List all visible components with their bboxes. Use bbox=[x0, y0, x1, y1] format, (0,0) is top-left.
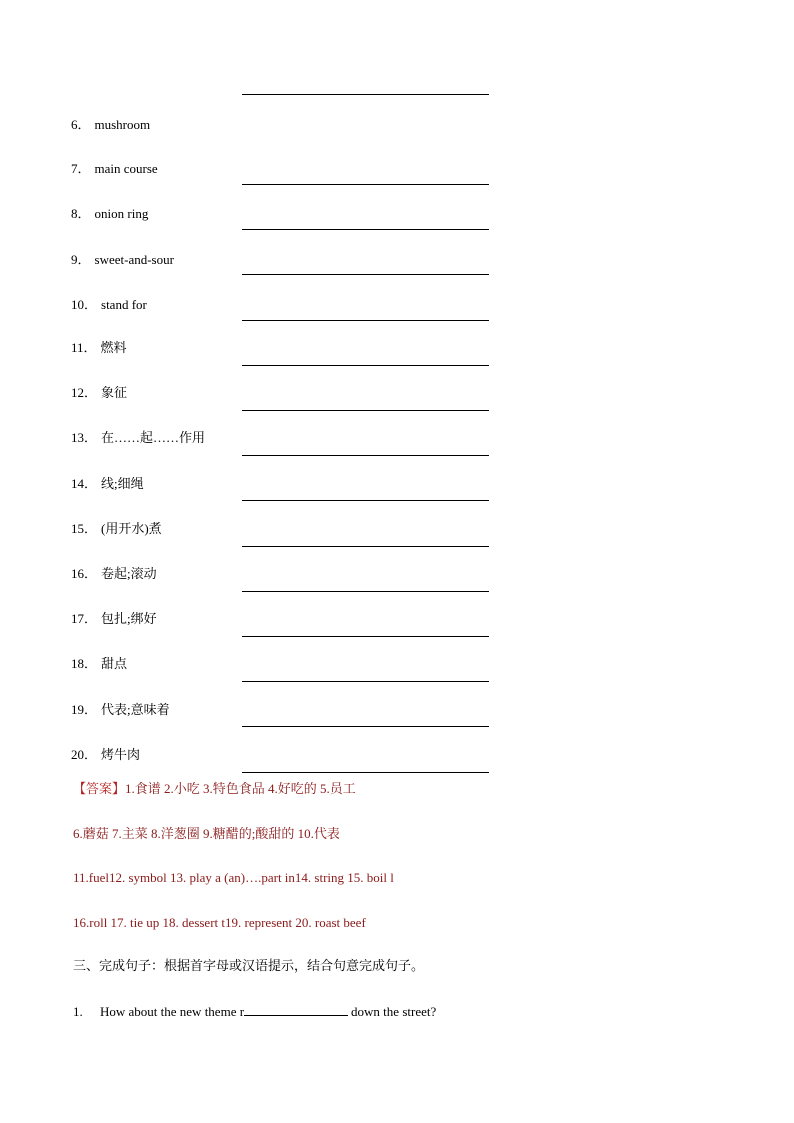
vocab-item bbox=[71, 161, 158, 177]
answer-text: 1.食谱 2.小吃 3.特色食品 4.好吃的 5.员工 bbox=[125, 781, 356, 796]
answer-line bbox=[242, 410, 489, 411]
sentence-question bbox=[73, 1003, 436, 1020]
item-number: 14． bbox=[71, 476, 98, 491]
answer-line bbox=[242, 320, 489, 321]
answer-tag: 【答案】 bbox=[73, 781, 126, 796]
vocab-item bbox=[71, 340, 127, 356]
item-term: 线;细绳 bbox=[101, 476, 144, 491]
item-term: mushroom bbox=[94, 117, 151, 132]
item-term: 燃料 bbox=[100, 340, 127, 355]
item-term: 烤牛肉 bbox=[101, 747, 141, 762]
vocab-item bbox=[71, 476, 144, 492]
answer-line bbox=[242, 455, 489, 456]
item-number: 18． bbox=[71, 656, 98, 671]
answer-line bbox=[242, 274, 489, 275]
answer-key-line bbox=[73, 781, 356, 797]
answer-key-line bbox=[73, 915, 366, 931]
answer-line bbox=[242, 636, 489, 637]
vocab-item bbox=[71, 566, 157, 582]
question-text-before: How about the new theme r bbox=[100, 1004, 245, 1019]
answer-line bbox=[242, 229, 489, 230]
item-number: 16． bbox=[71, 566, 98, 581]
vocab-item bbox=[71, 747, 140, 763]
answer-text: 16.roll 17. tie up 18. dessert t19. represent 20. roast beef bbox=[73, 915, 366, 930]
item-number: 17． bbox=[71, 611, 98, 626]
section-title: 三、完成句子：根据首字母或汉语提示，结合句意完成句子。 bbox=[73, 958, 425, 973]
vocab-item bbox=[71, 521, 162, 537]
vocab-item bbox=[71, 702, 170, 718]
answer-line bbox=[242, 94, 489, 95]
item-term: stand for bbox=[101, 297, 147, 312]
question-text-after: down the street? bbox=[351, 1004, 437, 1019]
item-number: 6． bbox=[71, 117, 91, 132]
fill-in-blank[interactable] bbox=[244, 1003, 348, 1016]
answer-line bbox=[242, 772, 489, 773]
item-number: 19． bbox=[71, 702, 98, 717]
item-term: (用开水)煮 bbox=[101, 521, 162, 536]
item-number: 10． bbox=[71, 297, 98, 312]
item-number: 15． bbox=[71, 521, 98, 536]
item-number: 12． bbox=[71, 385, 98, 400]
item-term: 包扎;绑好 bbox=[101, 611, 157, 626]
item-number: 20． bbox=[71, 747, 98, 762]
item-number: 9． bbox=[71, 252, 91, 267]
item-number: 7． bbox=[71, 161, 91, 176]
vocab-item bbox=[71, 430, 205, 446]
item-term: onion ring bbox=[94, 206, 149, 221]
answer-text: 6.蘑菇 7.主菜 8.洋葱圈 9.糖醋的;酸甜的 10.代表 bbox=[73, 826, 340, 841]
item-number: 13． bbox=[71, 430, 98, 445]
vocab-item bbox=[71, 206, 148, 222]
vocab-item bbox=[71, 656, 127, 672]
answer-key-line bbox=[73, 826, 340, 842]
item-term: sweet-and-sour bbox=[94, 252, 174, 267]
answer-line bbox=[242, 365, 489, 366]
item-term: 甜点 bbox=[101, 656, 128, 671]
answer-text: 11.fuel12. symbol 13. play a (an)….part in14. string 15. boil l bbox=[73, 870, 394, 885]
vocab-item bbox=[71, 385, 127, 401]
question-number: 1. bbox=[73, 1004, 83, 1019]
answer-line bbox=[242, 726, 489, 727]
vocab-item bbox=[71, 117, 150, 133]
answer-key-line bbox=[73, 870, 394, 886]
answer-line bbox=[242, 500, 489, 501]
vocab-item bbox=[71, 252, 174, 268]
vocab-item bbox=[71, 611, 157, 627]
item-number: 8． bbox=[71, 206, 91, 221]
item-term: 卷起;滚动 bbox=[101, 566, 157, 581]
answer-line bbox=[242, 681, 489, 682]
answer-line bbox=[242, 184, 489, 185]
item-term: 在……起……作用 bbox=[101, 430, 206, 445]
item-number: 11． bbox=[71, 340, 97, 355]
item-term: 象征 bbox=[101, 385, 128, 400]
answer-line bbox=[242, 591, 489, 592]
answer-line bbox=[242, 546, 489, 547]
item-term: main course bbox=[94, 161, 158, 176]
item-term: 代表;意味着 bbox=[101, 702, 170, 717]
vocab-item bbox=[71, 297, 147, 313]
